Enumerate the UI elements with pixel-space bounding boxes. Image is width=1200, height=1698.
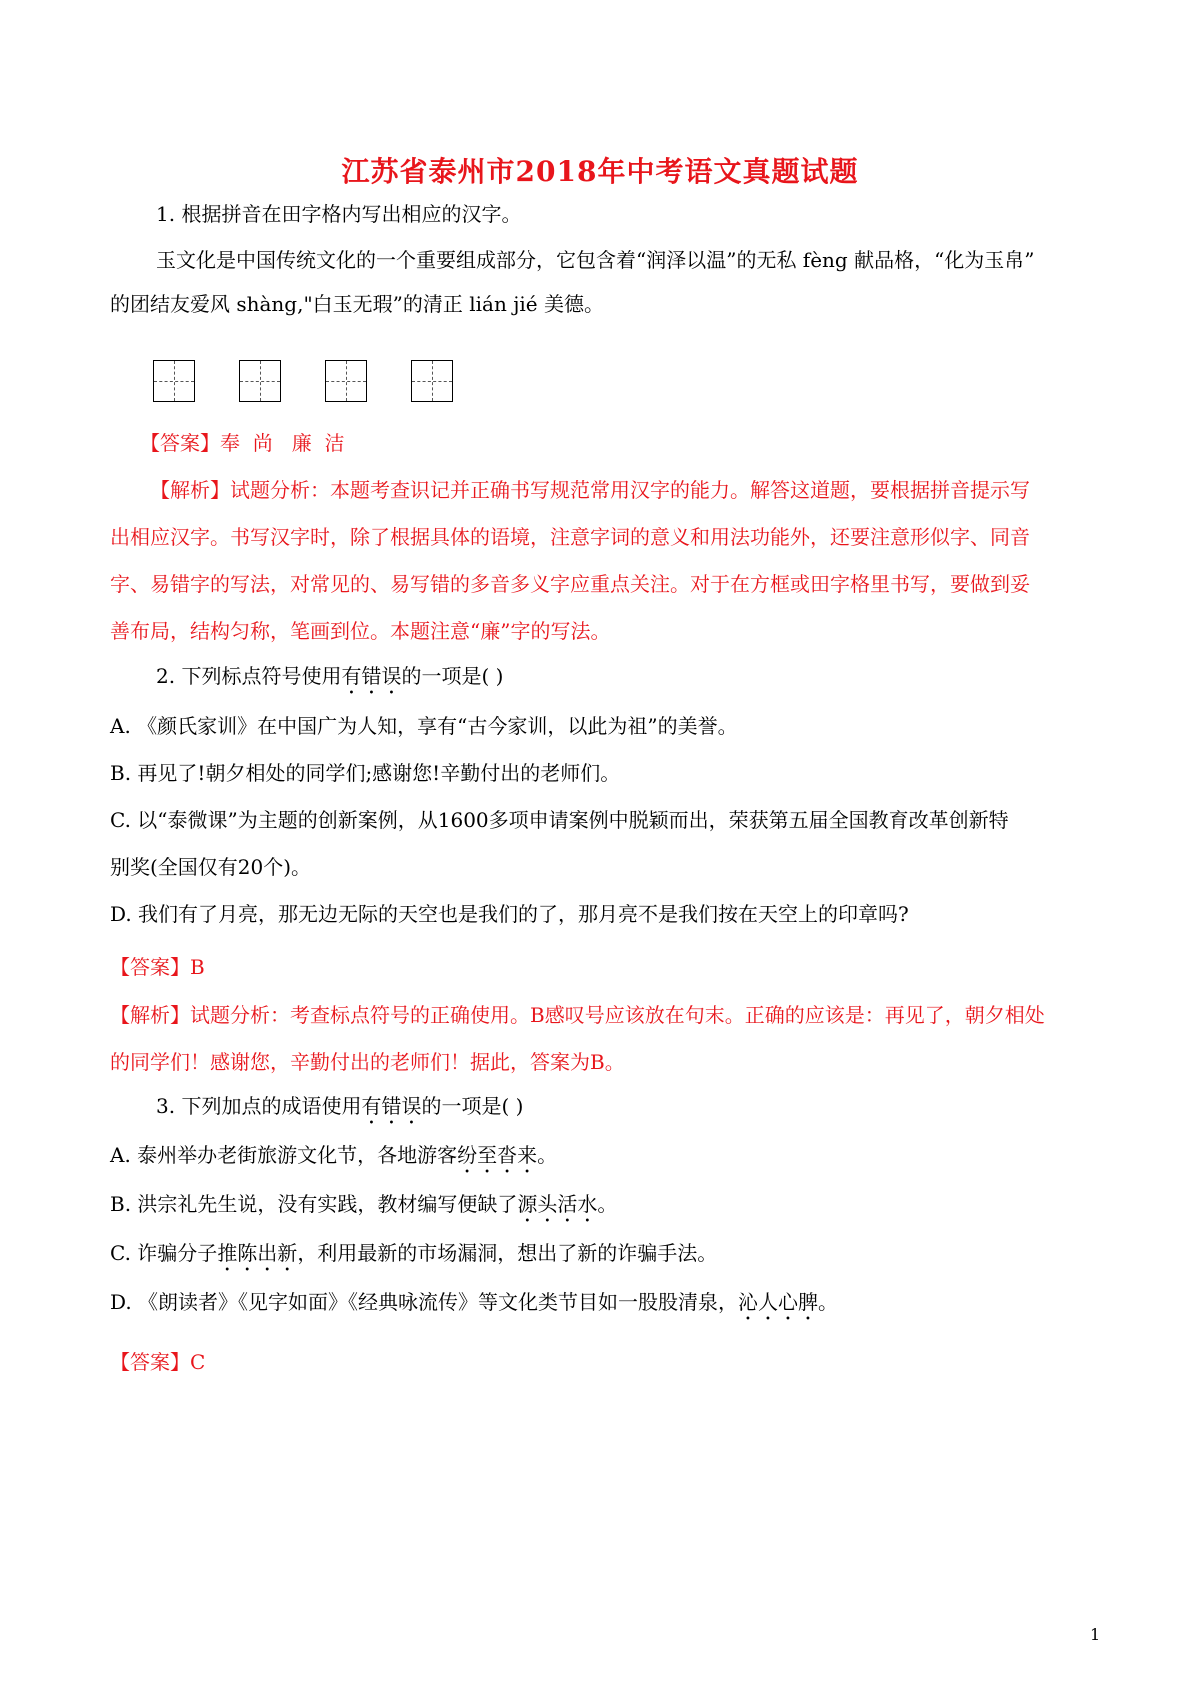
q2-option-d: D. 我们有了月亮，那无边无际的天空也是我们的了，那月亮不是我们按在天空上的印章吗? [110, 902, 909, 926]
dotted-idiom: 推陈出新 [217, 1241, 298, 1265]
q2-option-a: A. 《颜氏家训》在中国广为人知，享有“古今家训，以此为祖”的美誉。 [110, 714, 738, 738]
q2-analysis-line1 [110, 1001, 1100, 1029]
option-text: 。 [818, 1290, 839, 1314]
option-text: D. 《朗读者》《见字如面》《经典咏流传》等文化类节目如一股股清泉， [110, 1290, 739, 1314]
answer-text: B [190, 955, 205, 979]
q3-option-b [110, 1190, 1100, 1227]
q3-question-post: 的一项是( ) [421, 1094, 524, 1118]
q2-question-pre: 2. 下列标点符号使用 [156, 664, 342, 688]
analysis-text: 试题分析：考查标点符号的正确使用。B感叹号应该放在句末。正确的应该是：再见了，朝夕相处 [190, 1003, 1045, 1027]
page-title: 江苏省泰州市2018年中考语文真题试题 [341, 155, 859, 188]
q3-question-emphasis: 有错误 [361, 1094, 422, 1118]
option-text: A. 泰州举办老街旅游文化节，各地游客 [110, 1143, 458, 1167]
q1-paragraph-line2: 的团结友爱风 shàng,"白玉无瑕”的清正 lián jié 美德。 [110, 292, 604, 316]
q2-option-c-line1: C. 以“泰微课”为主题的创新案例，从1600多项申请案例中脱颖而出，荣获第五届全国教育改革创新特 [110, 808, 1009, 832]
analysis-text: 试题分析：本题考查识记并正确书写规范常用汉字的能力。解答这道题，要根据拼音提示写 [230, 478, 1030, 502]
tian-grid-box [325, 360, 367, 402]
q1-answer [140, 429, 1130, 457]
q3-answer [110, 1348, 1100, 1376]
option-text: 。 [537, 1143, 558, 1167]
answer-text: C [190, 1350, 206, 1374]
q2-question-post: 的一项是( ) [401, 664, 504, 688]
page-number: 1 [1090, 1625, 1101, 1644]
option-text: 。 [597, 1192, 618, 1216]
dotted-idiom: 沁人心脾 [738, 1290, 819, 1314]
dotted-idiom: 纷至沓来 [457, 1143, 538, 1167]
tian-grid-box [153, 360, 195, 402]
answer-tag: 【答案】 [110, 955, 190, 979]
q3-option-c [110, 1239, 1100, 1276]
q2-question-emphasis: 有错误 [341, 664, 402, 688]
q1-analysis-line4: 善布局，结构匀称，笔画到位。本题注意“廉”字的写法。 [110, 619, 611, 643]
q3-option-d [110, 1288, 1100, 1325]
q1-question: 1. 根据拼音在田字格内写出相应的汉字。 [156, 202, 522, 226]
q3-question-pre: 3. 下列加点的成语使用 [156, 1094, 362, 1118]
analysis-tag: 【解析】 [110, 1003, 190, 1027]
tian-grid-box [411, 360, 453, 402]
q1-analysis-line2: 出相应汉字。书写汉字时，除了根据具体的语境，注意字词的意义和用法功能外，还要注意形似字、同音 [110, 525, 1030, 549]
option-text: ，利用最新的市场漏洞，想出了新的诈骗手法。 [297, 1241, 718, 1265]
tian-grid-row [153, 360, 473, 406]
analysis-tag: 【解析】 [150, 478, 230, 502]
q2-question [156, 662, 1100, 699]
option-text: C. 诈骗分子 [110, 1241, 218, 1265]
q3-question [156, 1092, 1100, 1129]
answer-tag: 【答案】 [110, 1350, 190, 1374]
dotted-idiom: 源头活水 [517, 1192, 598, 1216]
q2-answer [110, 953, 1100, 981]
q3-option-a [110, 1141, 1100, 1178]
option-text: B. 洪宗礼先生说，没有实践，教材编写便缺了 [110, 1192, 518, 1216]
answer-tag: 【答案】 [140, 431, 220, 455]
tian-grid-box [239, 360, 281, 402]
q1-analysis-line3: 字、易错字的写法，对常见的、易写错的多音多义字应重点关注。对于在方框或田字格里书写，要做到妥 [110, 572, 1030, 596]
q2-option-c-line2: 别奖(全国仅有20个)。 [110, 855, 312, 879]
q1-paragraph-line1: 玉文化是中国传统文化的一个重要组成部分，它包含着“润泽以温”的无私 fèng 献品格，“化为玉帛” [156, 248, 1035, 272]
q1-analysis-line1 [150, 476, 1140, 504]
q2-analysis-line2: 的同学们！感谢您，辛勤付出的老师们！据此，答案为B。 [110, 1050, 625, 1074]
q2-option-b: B. 再见了!朝夕相处的同学们;感谢您!辛勤付出的老师们。 [110, 761, 621, 785]
answer-text: 奉 尚 廉 洁 [220, 431, 345, 455]
